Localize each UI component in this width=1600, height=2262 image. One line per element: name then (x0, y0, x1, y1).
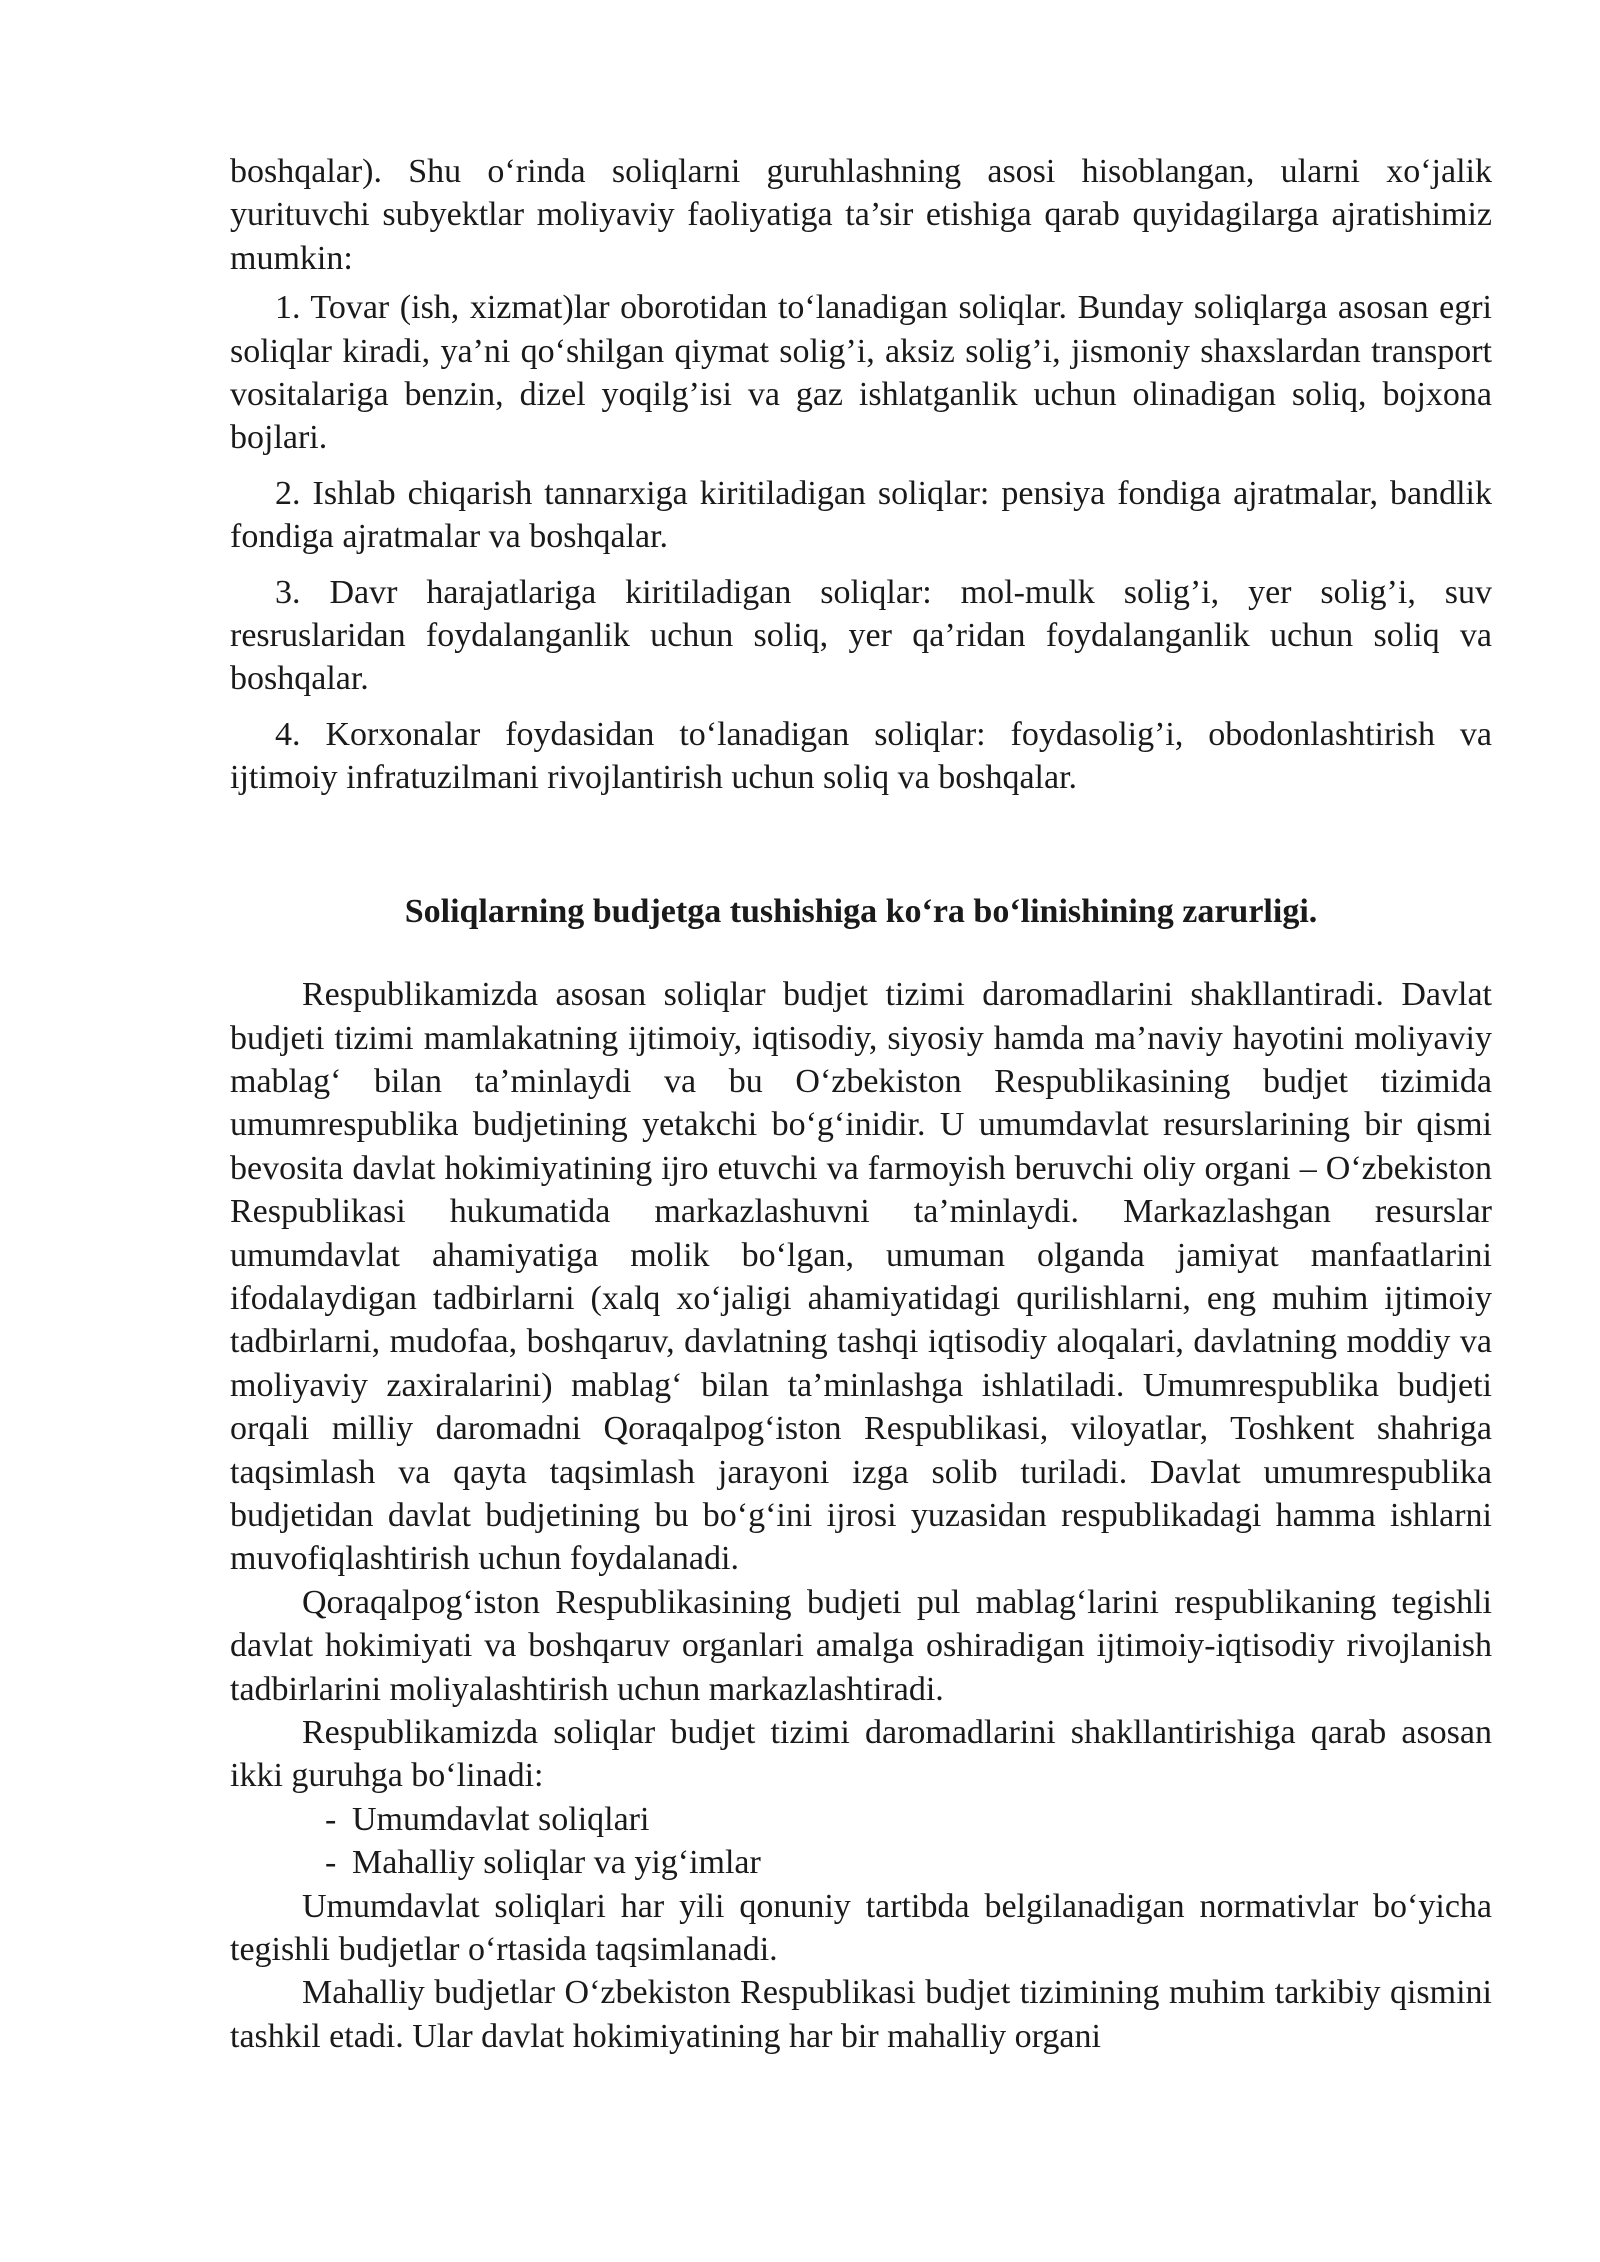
dash-list-item-text: Mahalliy soliqlar va yig‘imlar (352, 1844, 761, 1882)
dash-list (230, 1798, 1492, 1885)
list-item-2: 2. Ishlab chiqarish tannarxiga kiritiladigan soliqlar: pensiya fondiga ajratmalar, bandlik fondiga ajratmalar va boshqalar. (230, 474, 1492, 556)
document-page (230, 150, 1492, 2058)
list-item-1: 1. Tovar (ish, xizmat)lar oborotidan to‘lanadigan soliqlar. Bunday soliqlarga asosan egri soliqlar kiradi, ya’ni qo‘shilgan qiymat solig’i, aksiz solig’i, jismoniy shaxslardan transport vositalariga benzin, dizel yoqilg’isi va gaz ishlatganlik uchun olinadigan soliq, bojxona bojlari. (230, 289, 1492, 457)
closing-paragraph-1: Umumdavlat soliqlari har yili qonuniy tartibda belgilanadigan normativlar bo‘yicha tegishli budjetlar o‘rtasida taqsimlanadi. (230, 1887, 1492, 1969)
list-item-4: 4. Korxonalar foydasidan to‘lanadigan soliqlar: foydasolig’i, obodonlashtirish va ijtimoiy infratuzilmani rivojlantirish uchun soliq va boshqalar. (230, 715, 1492, 797)
dash-marker: - (325, 1844, 337, 1882)
closing-paragraph-2: Mahalliy budjetlar O‘zbekiston Respublikasi budjet tizimining muhim tarkibiy qismini tashkil etadi. Ular davlat hokimiyatining har bir mahalliy organi (230, 1974, 1492, 2055)
section-heading: Soliqlarning budjetga tushishiga ko‘ra bo‘linishining zarurligi. (404, 892, 1318, 930)
body-paragraph-2: Qoraqalpog‘iston Respublikasining budjeti pul mablag‘larini respublikaning tegishli davlat hokimiyati va boshqaruv organlari amalga oshiradigan ijtimoiy-iqtisodiy rivojlanish tadbirlarini moliyalashtirish uchun markazlashtiradi. (230, 1583, 1492, 1708)
numbered-list (230, 286, 1492, 799)
dash-marker: - (325, 1800, 337, 1838)
intro-paragraph: boshqalar). Shu o‘rinda soliqlarni guruhlashning asosi hisoblangan, ularni xo‘jalik yurituvchi subyektlar moliyaviy faoliyatiga ta’sir etishiga qarab quyidagilarga ajratishimiz mumkin: (230, 153, 1492, 277)
list-item-3: 3. Davr harajatlariga kiritiladigan soliqlar: mol-mulk solig’i, yer solig’i, suv resruslaridan foydalanganlik uchun soliq, yer qa’ridan foydalanganlik uchun soliq va boshqalar. (230, 573, 1492, 698)
body-paragraph-3: Respublikamizda soliqlar budjet tizimi daromadlarini shakllantirishiga qarab asosan ikki guruhga bo‘linadi: (230, 1714, 1492, 1795)
dash-list-item (230, 1841, 1492, 1884)
dash-list-item (230, 1798, 1492, 1841)
body-paragraph-1: Respublikamizda asosan soliqlar budjet tizimi daromadlarini shakllantiradi. Davlat budjeti tizimi mamlakatning ijtimoiy, iqtisodiy, siyosiy hamda ma’naviy hayotini moliyaviy mablag‘ bilan ta’minlaydi va bu O‘zbekiston Respublikasining budjet tizimida umumrespublika budjetining yetakchi bo‘g‘inidir. U umumdavlat resurslarining bir qismi bevosita davlat hokimiyatining ijro etuvchi va farmoyish beruvchi oliy organi – O‘zbekiston Respublikasi hukumatida markazlashuvni ta’minlaydi. Markazlashgan resurslar umumdavlat ahamiyatiga molik bo‘lgan, umuman olganda jamiyat manfaatlarini ifodalaydigan tadbirlarni (xalq xo‘jaligi ahamiyatidagi qurilishlarni, eng muhim ijtimoiy tadbirlarni, mudofaa, boshqaruv, davlatning tashqi iqtisodiy aloqalari, davlatning moddiy va moliyaviy zaxiralarini) mablag‘ bilan ta’minlashga ishlatiladi. Umumrespublika budjeti orqali milliy daromadni Qoraqalpog‘iston Respublikasi, viloyatlar, Toshkent shahriga taqsimlash va qayta taqsimlash jarayoni izga solib turiladi. Davlat umumrespublika budjetidan davlat budjetining bu bo‘g‘ini ijrosi yuzasidan respublikadagi hamma ishlarni muvofiqlashtirish uchun foydalanadi. (230, 976, 1492, 1578)
dash-list-item-text: Umumdavlat soliqlari (352, 1800, 650, 1838)
